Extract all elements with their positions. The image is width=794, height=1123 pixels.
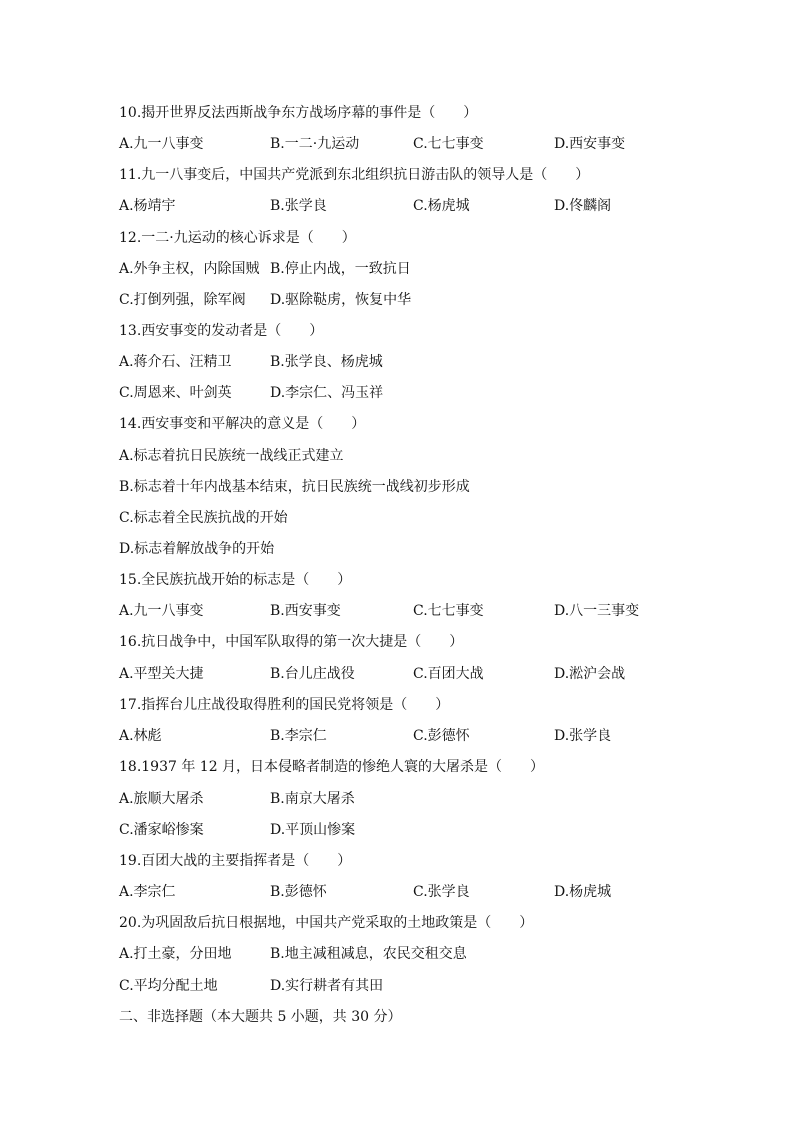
question-17: 17.指挥台儿庄战役取得胜利的国民党将领是（ ） [119,697,450,713]
option-a: A.标志着抗日民族统一战线正式建立 [119,448,344,464]
option-c: C.七七事变 [413,136,484,152]
option-d: D.佟麟阁 [554,198,612,214]
question-19: 19.百团大战的主要指挥者是（ ） [119,853,352,869]
option-c: C.百团大战 [413,666,484,682]
option-c: C.平均分配土地 [119,978,218,994]
section-heading: 二、非选择题（本大题共 5 小题，共 30 分） [119,1009,402,1025]
option-b: B.南京大屠杀 [270,791,355,807]
option-b: B.停止内战，一致抗日 [270,261,411,277]
option-b: B.西安事变 [270,603,341,619]
option-b: B.一二·九运动 [270,136,360,152]
question-10: 10.揭开世界反法西斯战争东方战场序幕的事件是（ ） [119,105,478,121]
question-11: 11.九一八事变后，中国共产党派到东北组织抗日游击队的领导人是（ ） [119,167,590,183]
option-b: B.张学良 [270,198,327,214]
option-c: C.杨虎城 [413,198,470,214]
option-a: A.李宗仁 [119,884,176,900]
question-13: 13.西安事变的发动者是（ ） [119,323,324,339]
option-b: B.张学良、杨虎城 [270,354,383,370]
option-c: C.周恩来、叶剑英 [119,385,232,401]
option-d: D.杨虎城 [554,884,612,900]
option-c: C.标志着全民族抗战的开始 [119,510,288,526]
option-b: B.李宗仁 [270,728,327,744]
option-c: C.彭德怀 [413,728,470,744]
option-a: A.打土豪，分田地 [119,946,232,962]
question-20: 20.为巩固敌后抗日根据地，中国共产党采取的土地政策是（ ） [119,915,534,931]
option-a: A.九一八事变 [119,136,204,152]
question-18: 18.1937 年 12 月，日本侵略者制造的惨绝人寰的大屠杀是（ ） [119,759,545,775]
option-a: A.旅顺大屠杀 [119,791,204,807]
option-a: A.蒋介石、汪精卫 [119,354,232,370]
option-d: D.淞沪会战 [554,666,626,682]
option-d: D.八一三事变 [554,603,640,619]
option-a: A.外争主权，内除国贼 [119,261,260,277]
option-c: C.潘家峪惨案 [119,822,204,838]
option-b: B.地主减租减息，农民交租交息 [270,946,467,962]
option-a: A.九一八事变 [119,603,204,619]
option-a: A.平型关大捷 [119,666,204,682]
option-d: D.西安事变 [554,136,626,152]
question-12: 12.一二·九运动的核心诉求是（ ） [119,230,356,246]
option-d: D.标志着解放战争的开始 [119,541,275,557]
question-16: 16.抗日战争中，中国军队取得的第一次大捷是（ ） [119,634,464,650]
option-d: D.张学良 [554,728,612,744]
question-14: 14.西安事变和平解决的意义是（ ） [119,416,366,432]
option-b: B.标志着十年内战基本结束，抗日民族统一战线初步形成 [119,479,470,495]
option-d: D.李宗仁、冯玉祥 [270,385,384,401]
option-c: C.张学良 [413,884,470,900]
option-d: D.驱除鞑虏，恢复中华 [270,292,412,308]
option-b: B.台儿庄战役 [270,666,355,682]
option-d: D.实行耕者有其田 [270,978,384,994]
option-c: C.七七事变 [413,603,484,619]
option-d: D.平顶山惨案 [270,822,356,838]
option-a: A.杨靖宇 [119,198,176,214]
option-b: B.彭德怀 [270,884,327,900]
option-c: C.打倒列强，除军阀 [119,292,246,308]
question-15: 15.全民族抗战开始的标志是（ ） [119,572,352,588]
option-a: A.林彪 [119,728,162,744]
